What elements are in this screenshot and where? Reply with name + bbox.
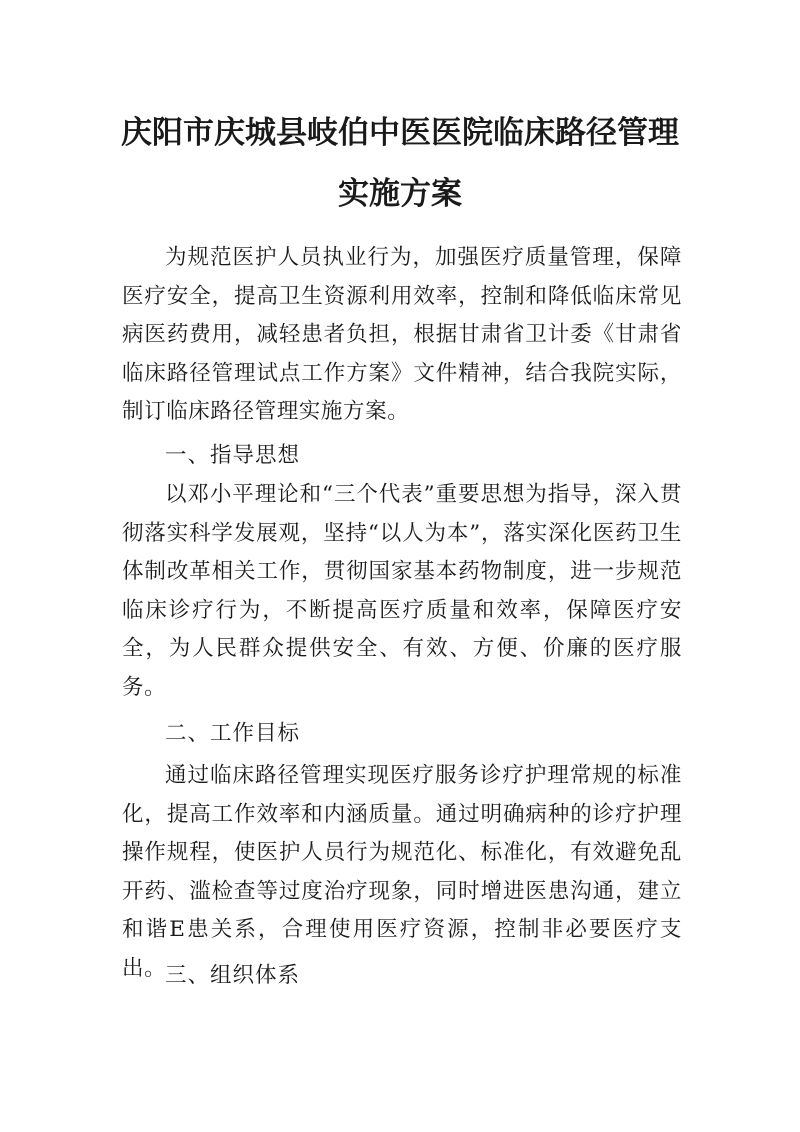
document-title-line2: 实施方案 xyxy=(338,176,462,212)
section-heading-work-goals: 二、工作目标 xyxy=(165,721,301,746)
section1-paragraph: 以邓小平理论和“三个代表”重要思想为指导，深入贯彻落实科学发展观，坚持“以人为本”，落实深化医药卫生体制改革相关工作，贯彻国家基本药物制度，进一步规范临床诊疗行为，不断提高医疗质量和效率，保障医疗安全，为人民群众提供安全、有效、方便、价廉的医疗服务。 xyxy=(122,482,682,700)
document-title-line1: 庆阳市庆城县岐伯中医医院临床路径管理 xyxy=(121,115,679,151)
intro-paragraph: 为规范医护人员执业行为，加强医疗质量管理，保障医疗安全，提高卫生资源利用效率，控制和降低临床常见病医药费用，减轻患者负担，根据甘肃省卫计委《甘肃省临床路径管理试点工作方案》文件精神，结合我院实际，制订临床路径管理实施方案。 xyxy=(122,245,682,424)
section-heading-guiding-ideology: 一、指导思想 xyxy=(165,443,301,468)
section-heading-organization: 三、组织体系 xyxy=(165,963,301,988)
section2-paragraph: 通过临床路径管理实现医疗服务诊疗护理常规的标准化，提高工作效率和内涵质量。通过明确病种的诊疗护理操作规程，使医护人员行为规范化、标准化，有效避免乱开药、滥检查等过度治疗现象，同时增进医患沟通，建立和谐E患关系，合理使用医疗资源，控制非必要医疗支出。 xyxy=(122,763,682,981)
